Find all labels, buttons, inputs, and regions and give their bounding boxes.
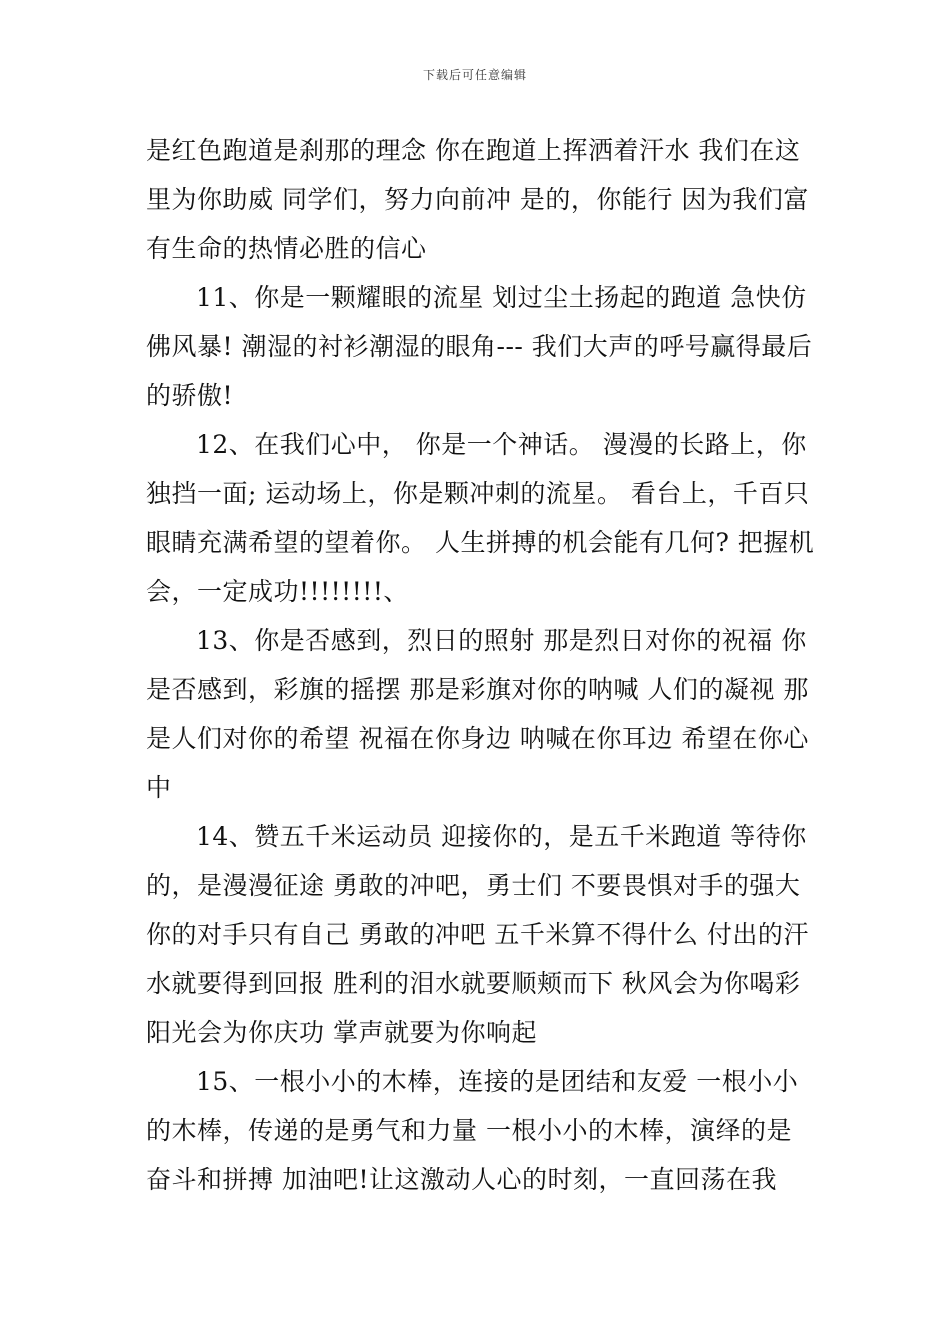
paragraph-11: 11、你是一颗耀眼的流星 划过尘土扬起的跑道 急快仿佛风暴! 潮湿的衬衫潮湿的眼角--- 我们大声的呼号赢得最后的骄傲! xyxy=(146,283,813,410)
paragraph-14: 14、赞五千米运动员 迎接你的，是五千米跑道 等待你的，是漫漫征途 勇敢的冲吧，勇士们 不要畏惧对手的强大 你的对手只有自己 勇敢的冲吧 五千米算不得什么 付出的汗水就要得到回报 胜利的泪水就要顺颊而下 秋风会为你喝彩 阳光会为你庆功 掌声就要为你响起 xyxy=(146,822,809,1047)
paragraph-13: 13、你是否感到，烈日的照射 那是烈日对你的祝福 你是否感到，彩旗的摇摆 那是彩旗对你的呐喊 人们的凝视 那是人们对你的希望 祝福在你身边 呐喊在你耳边 希望在你心中 xyxy=(146,626,809,802)
document-body xyxy=(146,126,816,1204)
paragraph-12: 12、在我们心中， 你是一个神话。 漫漫的长路上，你独挡一面; 运动场上，你是颗冲刺的流星。 看台上，千百只眼睛充满希望的望着你。 人生拼搏的机会能有几何? 把握机会，一定成功!!!!!!!!、 xyxy=(146,430,815,606)
paragraph-15: 15、一根小小的木棒，连接的是团结和友爱 一根小小的木棒，传递的是勇气和力量 一根小小的木棒，演绎的是奋斗和拼搏 加油吧!让这激动人心的时刻，一直回荡在我 xyxy=(146,1067,799,1194)
page-header: 下载后可任意编辑 xyxy=(422,68,527,82)
paragraph-continuation: 是红色跑道是刹那的理念 你在跑道上挥洒着汗水 我们在这里为你助威 同学们，努力向前冲 是的，你能行 因为我们富有生命的热情必胜的信心 xyxy=(146,136,809,263)
